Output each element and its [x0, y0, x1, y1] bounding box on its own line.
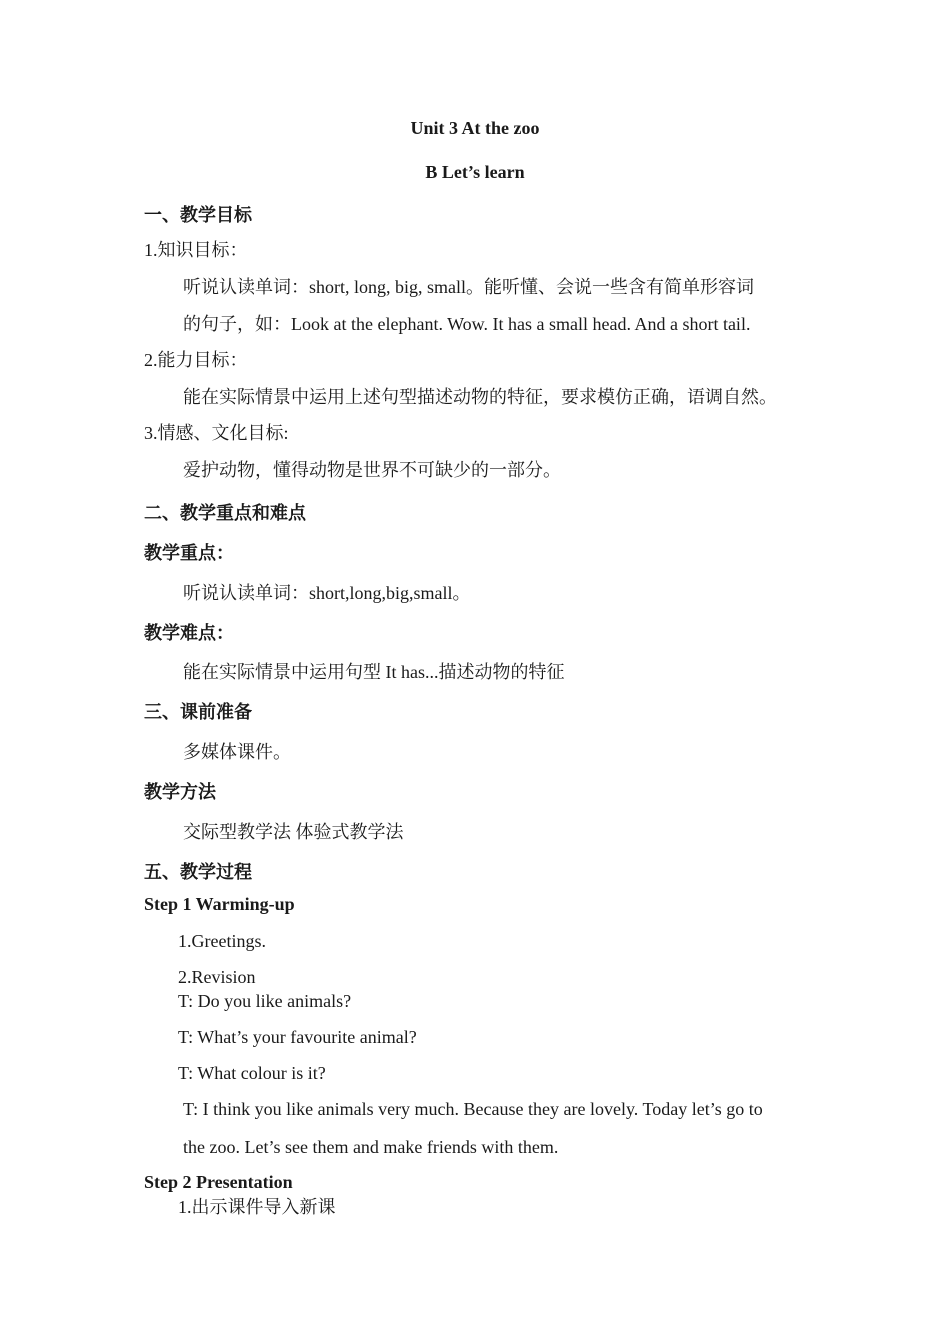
key-point-text: 听说认读单词：short,long,big,small。	[183, 583, 471, 603]
difficulty-text: 能在实际情景中运用句型 It has...描述动物的特征	[183, 662, 565, 682]
page-title: Unit 3 At the zoo	[410, 118, 540, 138]
methods-text: 交际型教学法 体验式教学法	[183, 822, 404, 842]
section-heading-methods: 教学方法	[144, 782, 216, 802]
knowledge-goal-text-line1: 听说认读单词：short, long, big, small。能听懂、会说一些含有简单形容词	[183, 277, 754, 297]
step1-question-2: T: What’s your favourite animal?	[178, 1027, 417, 1047]
step2-heading: Step 2 Presentation	[144, 1172, 293, 1192]
page-subtitle: B Let’s learn	[425, 162, 525, 182]
knowledge-goal-label: 1.知识目标：	[144, 240, 248, 260]
knowledge-goal-text-line2: 的句子，如：Look at the elephant. Wow. It has a small head. And a short tail.	[183, 314, 751, 334]
emotion-goal-text: 爱护动物，懂得动物是世界不可缺少的一部分。	[183, 460, 561, 480]
section-heading-key-points: 二、教学重点和难点	[144, 503, 306, 523]
emotion-goal-label: 3.情感、文化目标:	[144, 423, 289, 443]
step1-greetings: 1.Greetings.	[178, 931, 266, 951]
key-point-label: 教学重点：	[144, 543, 234, 563]
section-heading-process: 五、教学过程	[144, 862, 252, 882]
step1-heading: Step 1 Warming-up	[144, 894, 295, 914]
step1-revision: 2.Revision	[178, 967, 256, 987]
step1-teacher-line1: T: I think you like animals very much. Because they are lovely. Today let’s go to	[183, 1099, 763, 1119]
step1-question-1: T: Do you like animals?	[178, 991, 352, 1011]
step2-item-1: 1.出示课件导入新课	[178, 1197, 336, 1217]
preparation-text: 多媒体课件。	[183, 742, 291, 762]
section-heading-objectives: 一、教学目标	[144, 205, 252, 225]
ability-goal-label: 2.能力目标：	[144, 350, 248, 370]
section-heading-preparation: 三、课前准备	[144, 702, 252, 722]
step1-question-3: T: What colour is it?	[178, 1063, 326, 1083]
difficulty-label: 教学难点：	[144, 623, 234, 643]
ability-goal-text: 能在实际情景中运用上述句型描述动物的特征，要求模仿正确，语调自然。	[183, 387, 777, 407]
step1-teacher-line2: the zoo. Let’s see them and make friends with them.	[183, 1137, 559, 1157]
